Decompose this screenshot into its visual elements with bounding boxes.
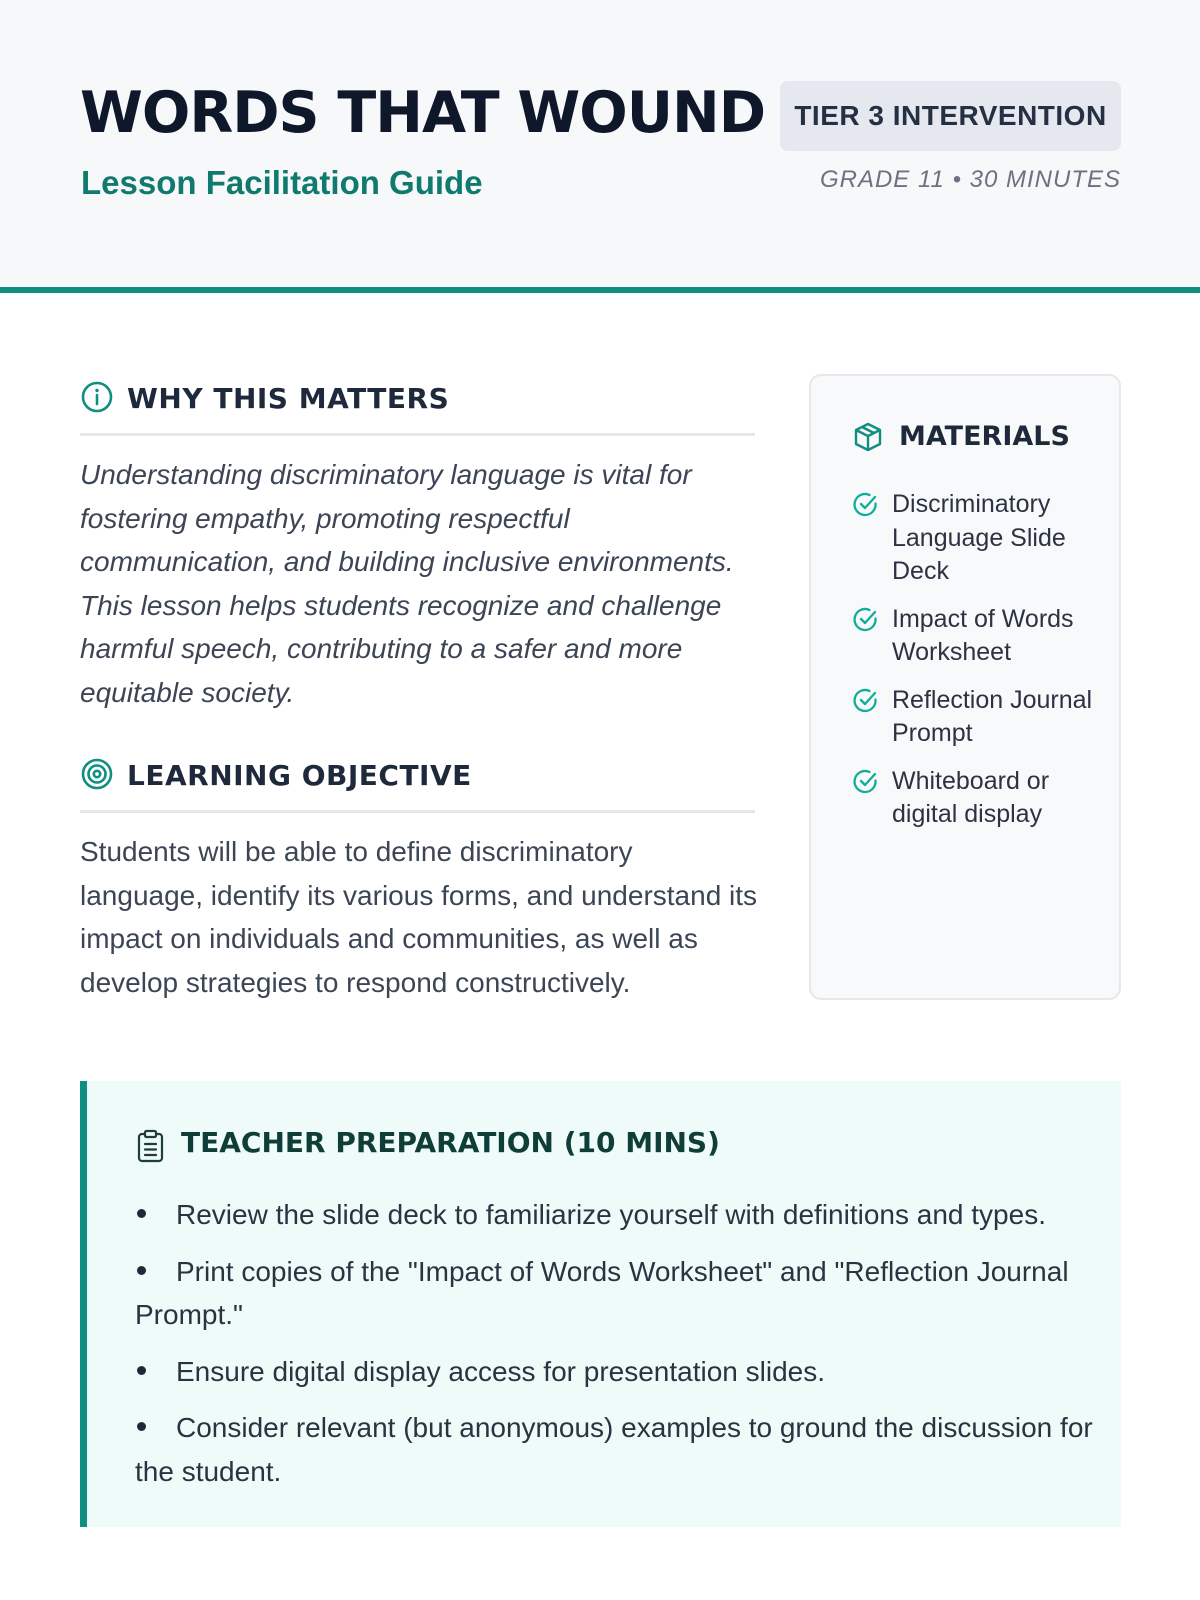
prep-item-text: Ensure digital display access for presentation slides.: [176, 1355, 826, 1387]
why-this-matters-heading: [80, 380, 755, 436]
material-item-label: Impact of Words Worksheet: [892, 604, 1074, 666]
info-icon: [80, 380, 114, 414]
bullet-icon: [137, 1422, 146, 1431]
material-item: [852, 765, 1102, 832]
teacher-preparation-list: [135, 1193, 1095, 1506]
prep-item: [135, 1193, 1095, 1237]
prep-item: [135, 1350, 1095, 1394]
material-item: [852, 603, 1102, 670]
prep-item: [135, 1250, 1095, 1337]
prep-item-text: Consider relevant (but anonymous) examples to ground the discussion for the student.: [135, 1412, 1093, 1487]
bullet-icon: [137, 1209, 146, 1218]
target-icon: [80, 757, 114, 791]
check-circle-icon: [852, 768, 879, 795]
check-circle-icon: [852, 687, 879, 714]
teacher-preparation-panel: [80, 1081, 1121, 1527]
learning-objective-heading: [80, 757, 755, 813]
page-subtitle: Lesson Facilitation Guide: [81, 164, 483, 201]
lesson-header: [0, 0, 1200, 293]
grade-duration-meta: GRADE 11 • 30 MINUTES: [819, 166, 1121, 193]
package-icon: [852, 421, 884, 453]
bullet-icon: [137, 1266, 146, 1275]
clipboard-icon: [135, 1129, 166, 1163]
materials-card: [809, 374, 1121, 1000]
bullet-icon: [137, 1366, 146, 1375]
learning-objective-text: Students will be able to define discriminatory language, identify its various forms, and understand its impact on individuals and communities, as well as develop strategies to respond constructively.: [80, 836, 758, 998]
material-item-label: Discriminatory Language Slide Deck: [892, 490, 1066, 585]
prep-item-text: Print copies of the "Impact of Words Worksheet" and "Reflection Journal Prompt.": [135, 1255, 1069, 1330]
check-circle-icon: [852, 491, 879, 518]
page-title: WORDS THAT WOUND: [80, 80, 766, 146]
prep-item-text: Review the slide deck to familiarize yourself with definitions and types.: [176, 1199, 1046, 1230]
material-item: [852, 684, 1102, 751]
material-item: [852, 488, 1102, 589]
learning-objective-label: LEARNING OBJECTIVE: [127, 759, 472, 792]
check-circle-icon: [852, 606, 879, 633]
material-item-label: Reflection Journal Prompt: [892, 685, 1093, 747]
prep-item: [135, 1406, 1095, 1493]
why-this-matters-label: WHY THIS MATTERS: [127, 382, 450, 415]
teacher-preparation-title: TEACHER PREPARATION (10 MINS): [181, 1126, 720, 1159]
materials-title: MATERIALS: [899, 421, 1070, 452]
materials-list: [852, 488, 1102, 846]
tier-badge: TIER 3 INTERVENTION: [780, 81, 1121, 151]
why-this-matters-text: Understanding discriminatory language is vital for fostering empathy, promoting respectful communication, and building inclusive environments. This lesson helps students recognize and challenge harmful speech, contributing to a safer and more equitable society.: [80, 459, 734, 708]
material-item-label: Whiteboard or digital display: [892, 766, 1050, 828]
